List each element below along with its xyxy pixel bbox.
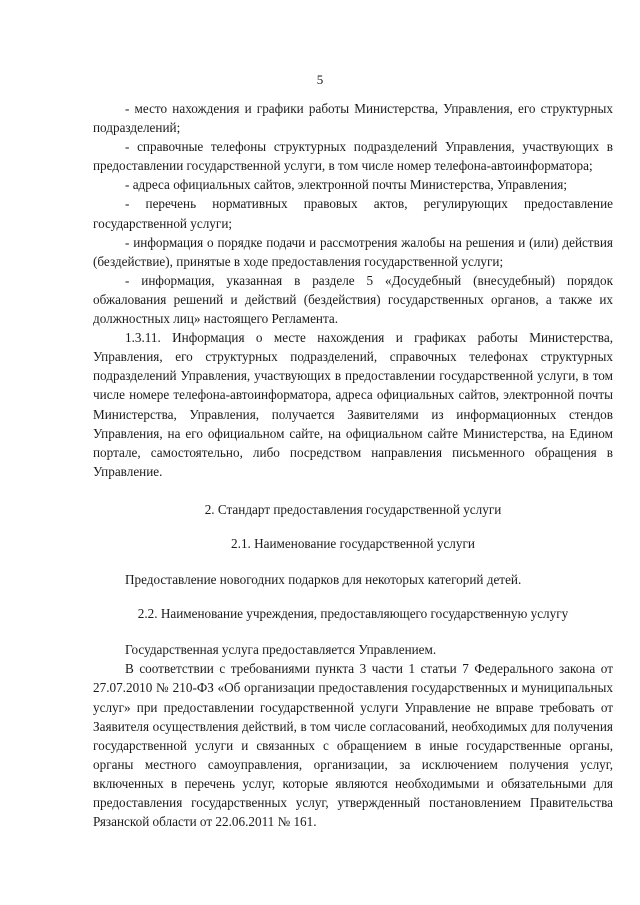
subsection-heading-2-2: 2.2. Наименование учреждения, предоставляющего государственную услугу xyxy=(137,606,569,622)
paragraph-1-3-11: 1.3.11. Информация о месте нахождения и графиках работы Министерства, Управления, его структурных подразделений, справочных телефонах структурных подразделений Управления, участвующих в предоставлении государственной услуги, в том числе номере телефона-автоинформатора, адреса официальных сайтов, электронной почты Министерства, Управления, получается Заявителями из информационных стендов Управления, на его официальном сайте, на официальном сайте Министерства, на Едином портале, самостоятельно, либо посредством направления письменного обращения в Управление. xyxy=(93,330,613,479)
list-item-websites: - адреса официальных сайтов, электронной почты Министерства, Управления; xyxy=(125,177,568,193)
service-provider-paragraph: Государственная услуга предоставляется Управлением. xyxy=(125,642,437,658)
service-name-paragraph: Предоставление новогодних подарков для некоторых категорий детей. xyxy=(125,572,522,588)
subsection-heading-2-1: 2.1. Наименование государственной услуги xyxy=(231,535,475,551)
section-heading-2: 2. Стандарт предоставления государственной услуги xyxy=(204,501,502,517)
list-item-legal-acts: - перечень нормативных правовых актов, регулирующих предоставление государственной услуги; xyxy=(93,196,613,231)
list-item-locations: - место нахождения и графики работы Министерства, Управления, его структурных подразделений; xyxy=(93,101,613,136)
requirements-paragraph: В соответствии с требованиями пункта 3 части 1 статьи 7 Федерального закона от 27.07.2010 № 210-ФЗ «Об организации предоставления государственных и муниципальных услуг» при предоставлении государственной услуги Управление не вправе требовать от Заявителя осуществления действий, в том числе согласований, необходимых для получения государственной услуги и связанных с обращением в иные государственные органы, органы местного самоуправления, организации, за исключением получения услуг, включенных в перечень услуг, которые являются необходимыми и обязательными для предоставления государственных услуг, утвержденный постановлением Правительства Рязанской области от 22.06.2011 № 161. xyxy=(93,661,613,830)
list-item-complaints: - информация о порядке подачи и рассмотрения жалобы на решения и (или) действия (бездействие), принятые в ходе предоставления государственной услуги; xyxy=(93,234,613,269)
document-body xyxy=(93,99,613,831)
list-item-phones: - справочные телефоны структурных подразделений Управления, участвующих в предоставлении государственной услуги, в том числе номер телефона-автоинформатора; xyxy=(93,139,613,174)
list-item-appeal-info: - информация, указанная в разделе 5 «Досудебный (внесудебный) порядок обжалования решений и действий (бездействия) государственных органов, а также их должностных лиц» настоящего Регламента. xyxy=(93,272,613,327)
page-number: 5 xyxy=(316,72,324,87)
